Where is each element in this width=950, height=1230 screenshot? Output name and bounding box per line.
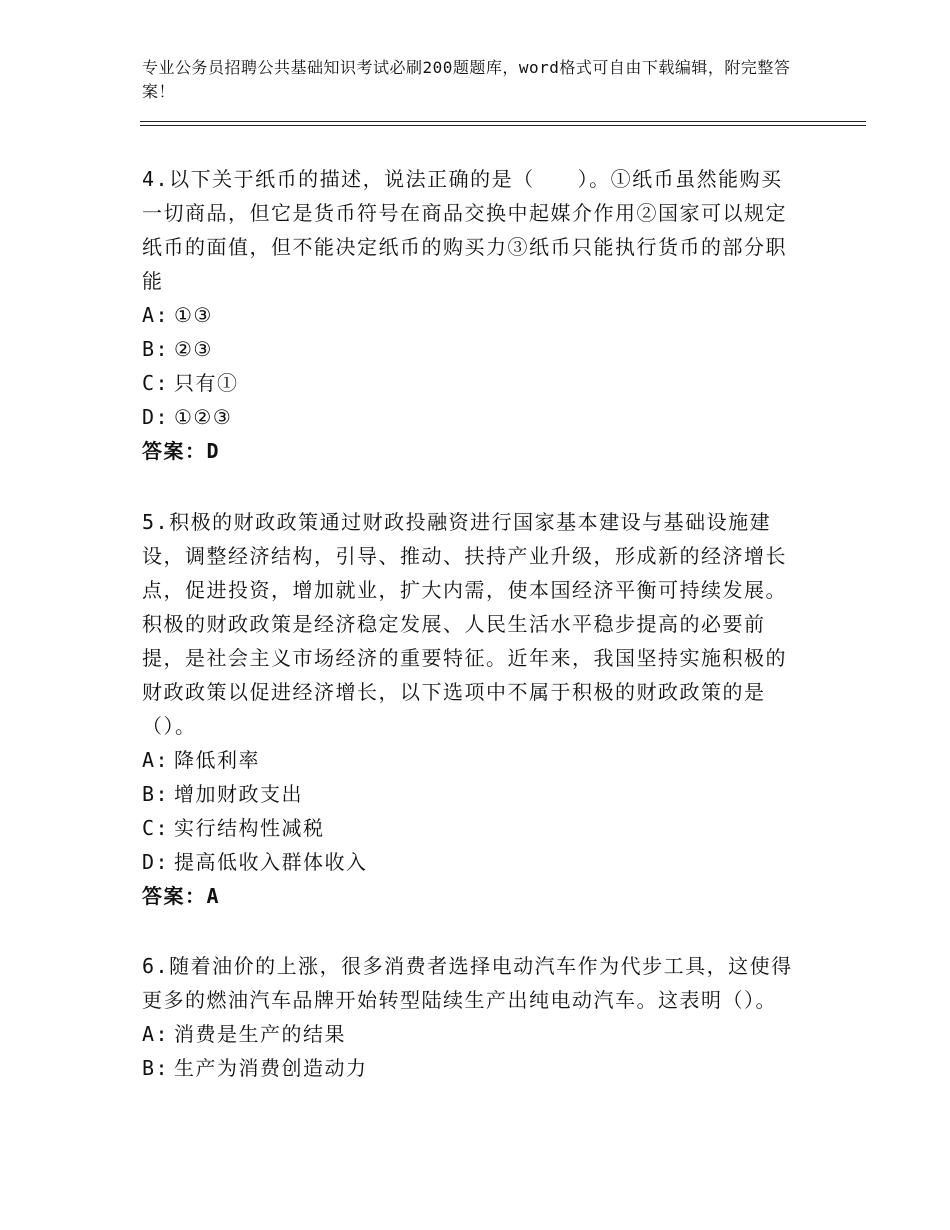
header-divider-bottom	[140, 125, 866, 126]
option-text: 消费是生产的结果	[174, 1022, 346, 1046]
option-text: ①③	[174, 303, 213, 327]
header-divider-top	[140, 121, 866, 122]
option-text: 生产为消费创造动力	[174, 1056, 368, 1080]
page-header: 专业公务员招聘公共基础知识考试必刷200题题库，word格式可自由下载编辑，附完整答案！	[142, 58, 791, 101]
option-b	[142, 777, 797, 811]
option-key: A:	[142, 1022, 170, 1046]
answer-label: 答案：D	[142, 439, 221, 463]
option-key: B:	[142, 1056, 170, 1080]
option-text: 只有①	[174, 371, 239, 395]
question-4	[142, 162, 797, 468]
option-b	[142, 332, 797, 366]
option-text: 降低利率	[174, 748, 260, 772]
option-key: A:	[142, 303, 170, 327]
option-b	[142, 1051, 797, 1085]
option-key: B:	[142, 782, 170, 806]
option-d	[142, 845, 797, 879]
option-c	[142, 366, 797, 400]
question-5	[142, 505, 797, 913]
option-text: 增加财政支出	[174, 782, 303, 806]
answer-label: 答案：A	[142, 884, 221, 908]
option-key: C:	[142, 816, 170, 840]
option-text: ①②③	[174, 405, 233, 429]
option-a	[142, 743, 797, 777]
option-c	[142, 811, 797, 845]
option-text: 提高低收入群体收入	[174, 850, 368, 874]
question-6	[142, 949, 797, 1085]
question-text: 6.随着油价的上涨，很多消费者选择电动汽车作为代步工具，这使得更多的燃油汽车品牌开始转型陆续生产出纯电动汽车。这表明（）。	[142, 954, 793, 1012]
question-text: 4.以下关于纸币的描述，说法正确的是（ ）。①纸币虽然能购买一切商品，但它是货币符号在商品交换中起媒介作用②国家可以规定纸币的面值，但不能决定纸币的购买力③纸币只能执行货币的部分职能	[142, 167, 787, 293]
option-text: ②③	[174, 337, 213, 361]
option-key: D:	[142, 850, 170, 874]
option-text: 实行结构性减税	[174, 816, 325, 840]
option-key: D:	[142, 405, 170, 429]
option-d	[142, 400, 797, 434]
option-key: A:	[142, 748, 170, 772]
option-a	[142, 1017, 797, 1051]
option-key: B:	[142, 337, 170, 361]
question-text: 5.积极的财政政策通过财政投融资进行国家基本建设与基础设施建设，调整经济结构，引导、推动、扶持产业升级，形成新的经济增长点，促进投资，增加就业，扩大内需，使本国经济平衡可持续发展。积极的财政政策是经济稳定发展、人民生活水平稳步提高的必要前提，是社会主义市场经济的重要特征。近年来，我国坚持实施积极的财政政策以促进经济增长，以下选项中不属于积极的财政政策的是（）。	[142, 510, 787, 738]
option-key: C:	[142, 371, 170, 395]
option-a	[142, 298, 797, 332]
